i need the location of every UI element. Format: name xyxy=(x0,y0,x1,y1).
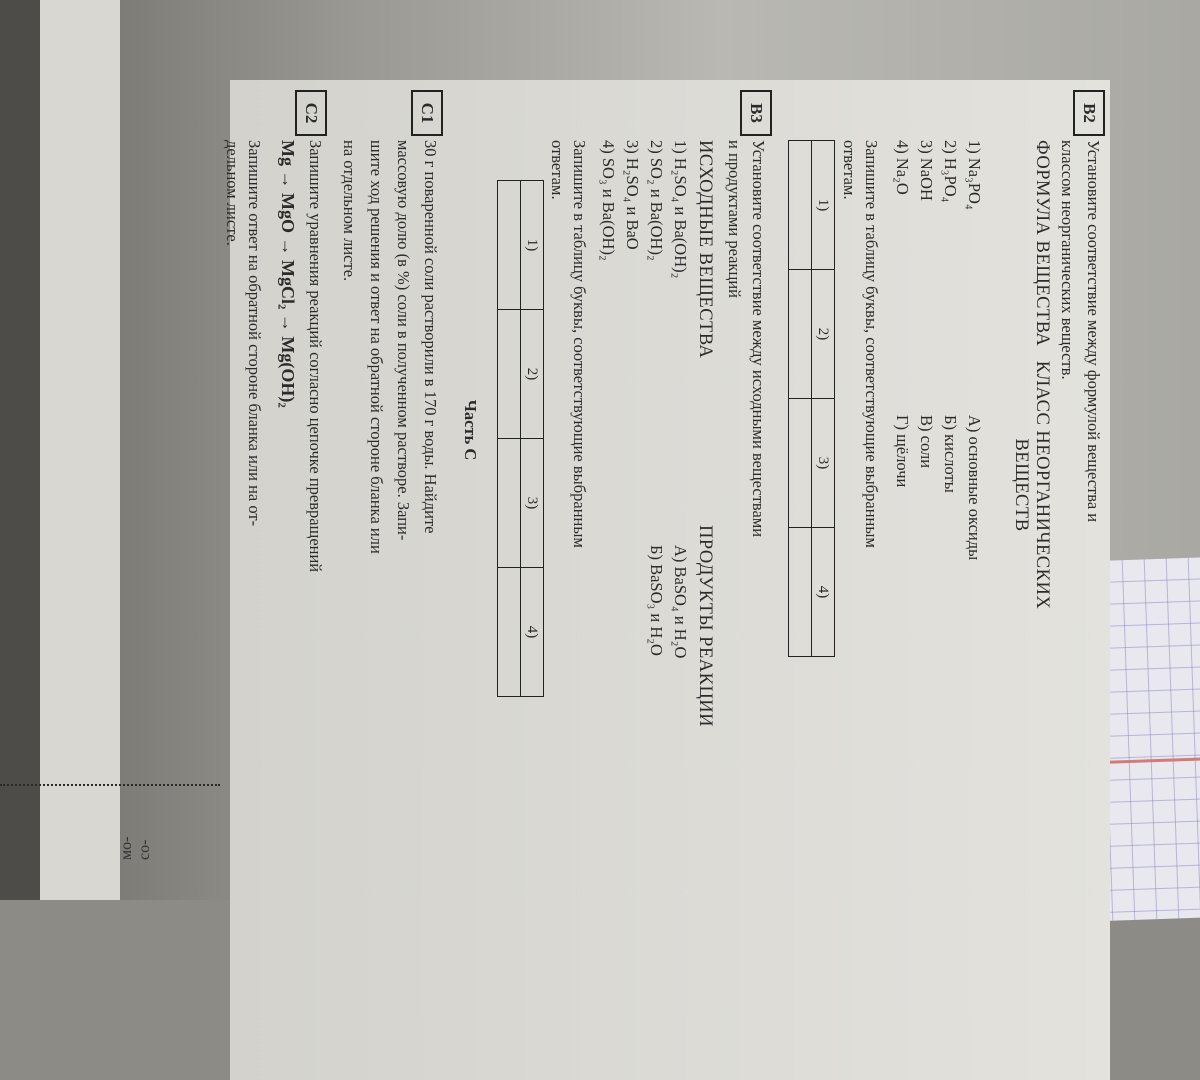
list-item: В) соли xyxy=(917,415,936,469)
c1-tag: С1 xyxy=(411,90,443,136)
previous-page-edge xyxy=(40,0,120,900)
b2-instruction-line-1: Установите соответствие между формулой вещества и xyxy=(1084,140,1103,523)
list-item: А) основные оксиды xyxy=(965,415,984,561)
b3-answer-cell-1[interactable] xyxy=(498,181,521,310)
list-item: Г) щёлочи xyxy=(893,415,912,488)
c1-line-4: на отдельном листе. xyxy=(340,140,359,282)
list-item: 4) SO₃ и Ba(OH)₂ xyxy=(599,140,618,261)
b3-header-cell-3: 3) xyxy=(521,439,544,568)
b3-answer-cell-3[interactable] xyxy=(498,439,521,568)
b3-answer-cell-4[interactable] xyxy=(498,568,521,697)
b3-answer-cell-2[interactable] xyxy=(498,310,521,439)
c2-answer-line-2: дельном листе. xyxy=(223,140,242,246)
b2-right-heading-line-1: КЛАСС НЕОРГАНИЧЕСКИХ xyxy=(1032,360,1052,610)
list-item: Б) BaSO₃ и H₂O xyxy=(647,545,666,656)
prev-line-1: мо- xyxy=(118,836,135,860)
b2-header-cell-3: 3) xyxy=(812,399,835,528)
b2-instruction-line-2: классом неорганических веществ. xyxy=(1058,140,1077,380)
b2-answer-cell-3[interactable] xyxy=(789,399,812,528)
b2-answer-table xyxy=(788,140,835,657)
worksheet-page xyxy=(223,80,1110,1080)
b3-instruction-line-1: Установите соответствие между исходными веществами xyxy=(749,140,768,538)
b3-reagent-list xyxy=(596,140,692,278)
b3-right-heading: ПРОДУКТЫ РЕАКЦИИ xyxy=(695,525,715,728)
b2-fill-line-2: ответам. xyxy=(840,140,859,200)
b3-header-cell-4: 4) xyxy=(521,568,544,697)
list-item: 2) H₃PO₄ xyxy=(941,140,960,203)
c1-line-3: шите ход решения и ответ на обратной стороне бланка или xyxy=(367,140,386,554)
b2-header-cell-4: 4) xyxy=(812,528,835,657)
c2-reaction-chain: Mg → MgO → MgCl₂ → Mg(OH)₂ xyxy=(278,140,298,408)
table-row xyxy=(498,181,521,697)
b3-fill-line-1: Запишите в таблицу буквы, соответствующие выбранным xyxy=(570,140,589,548)
b2-header-cell-2: 2) xyxy=(812,270,835,399)
c2-answer-instruction xyxy=(221,140,265,526)
b2-header-cell-1: 1) xyxy=(812,141,835,270)
b2-answer-cell-2[interactable] xyxy=(789,270,812,399)
previous-page-text xyxy=(118,780,154,860)
c2-instruction: Запишите уравнения реакций согласно цепочке превращений xyxy=(306,140,325,573)
b3-instruction xyxy=(722,140,770,537)
b3-answer-table xyxy=(497,180,544,697)
b2-tag: B2 xyxy=(1073,90,1105,136)
c1-line-2: массовую долю (в %) соли в полученном растворе. Запи- xyxy=(394,140,413,541)
b3-fill-instruction xyxy=(546,140,590,548)
table-row xyxy=(789,141,812,657)
list-item: А) BaSO₄ и H₂O xyxy=(671,545,690,659)
b3-left-heading: ИСХОДНЫЕ ВЕЩЕСТВА xyxy=(695,140,715,359)
b3-tag: B3 xyxy=(740,90,772,136)
list-item: 2) SO₂ и Ba(OH)₂ xyxy=(647,140,666,261)
list-item: 1) H₂SO₄ и Ba(OH)₂ xyxy=(671,140,690,279)
list-item: 3) NaOH xyxy=(917,140,936,201)
list-item: 3) H₂SO₄ и BaO xyxy=(623,140,642,250)
c1-line-1: 30 г поваренной соли растворили в 170 г воды. Найдите xyxy=(421,140,440,534)
b2-fill-line-1: Запишите в таблицу буквы, соответствующие выбранным xyxy=(862,140,881,548)
c1-task xyxy=(336,140,444,554)
list-item: 4) Na₂O xyxy=(893,140,912,195)
b2-left-heading: ФОРМУЛА ВЕЩЕСТВА xyxy=(1032,140,1052,347)
b2-right-heading-line-2: ВЕЩЕСТВ xyxy=(1011,438,1031,532)
b3-header-cell-2: 2) xyxy=(521,310,544,439)
b2-answer-cell-4[interactable] xyxy=(789,528,812,657)
b2-fill-instruction xyxy=(838,140,882,548)
b3-fill-line-2: ответам. xyxy=(548,140,567,200)
gutter-dotted-line xyxy=(0,774,220,786)
list-item: 1) Na₃PO₄ xyxy=(965,140,984,210)
b2-instruction xyxy=(1054,140,1106,522)
list-item: Б) кислоты xyxy=(941,415,960,493)
prev-line-2: со- xyxy=(136,839,153,860)
b3-instruction-line-2: и продуктами реакций xyxy=(725,140,744,298)
c2-answer-line-1: Запишите ответ на обратной стороне бланка или на от- xyxy=(245,140,264,527)
c2-tag: С2 xyxy=(295,90,327,136)
b3-header-cell-1: 1) xyxy=(521,181,544,310)
b2-right-heading xyxy=(1010,335,1052,635)
b2-answer-cell-1[interactable] xyxy=(789,141,812,270)
table-row xyxy=(521,181,544,697)
table-row xyxy=(812,141,835,657)
b3-product-list xyxy=(644,545,692,658)
b2-class-list xyxy=(890,415,986,560)
part-c-title: Часть С xyxy=(461,399,480,461)
b2-formula-list xyxy=(890,140,986,210)
